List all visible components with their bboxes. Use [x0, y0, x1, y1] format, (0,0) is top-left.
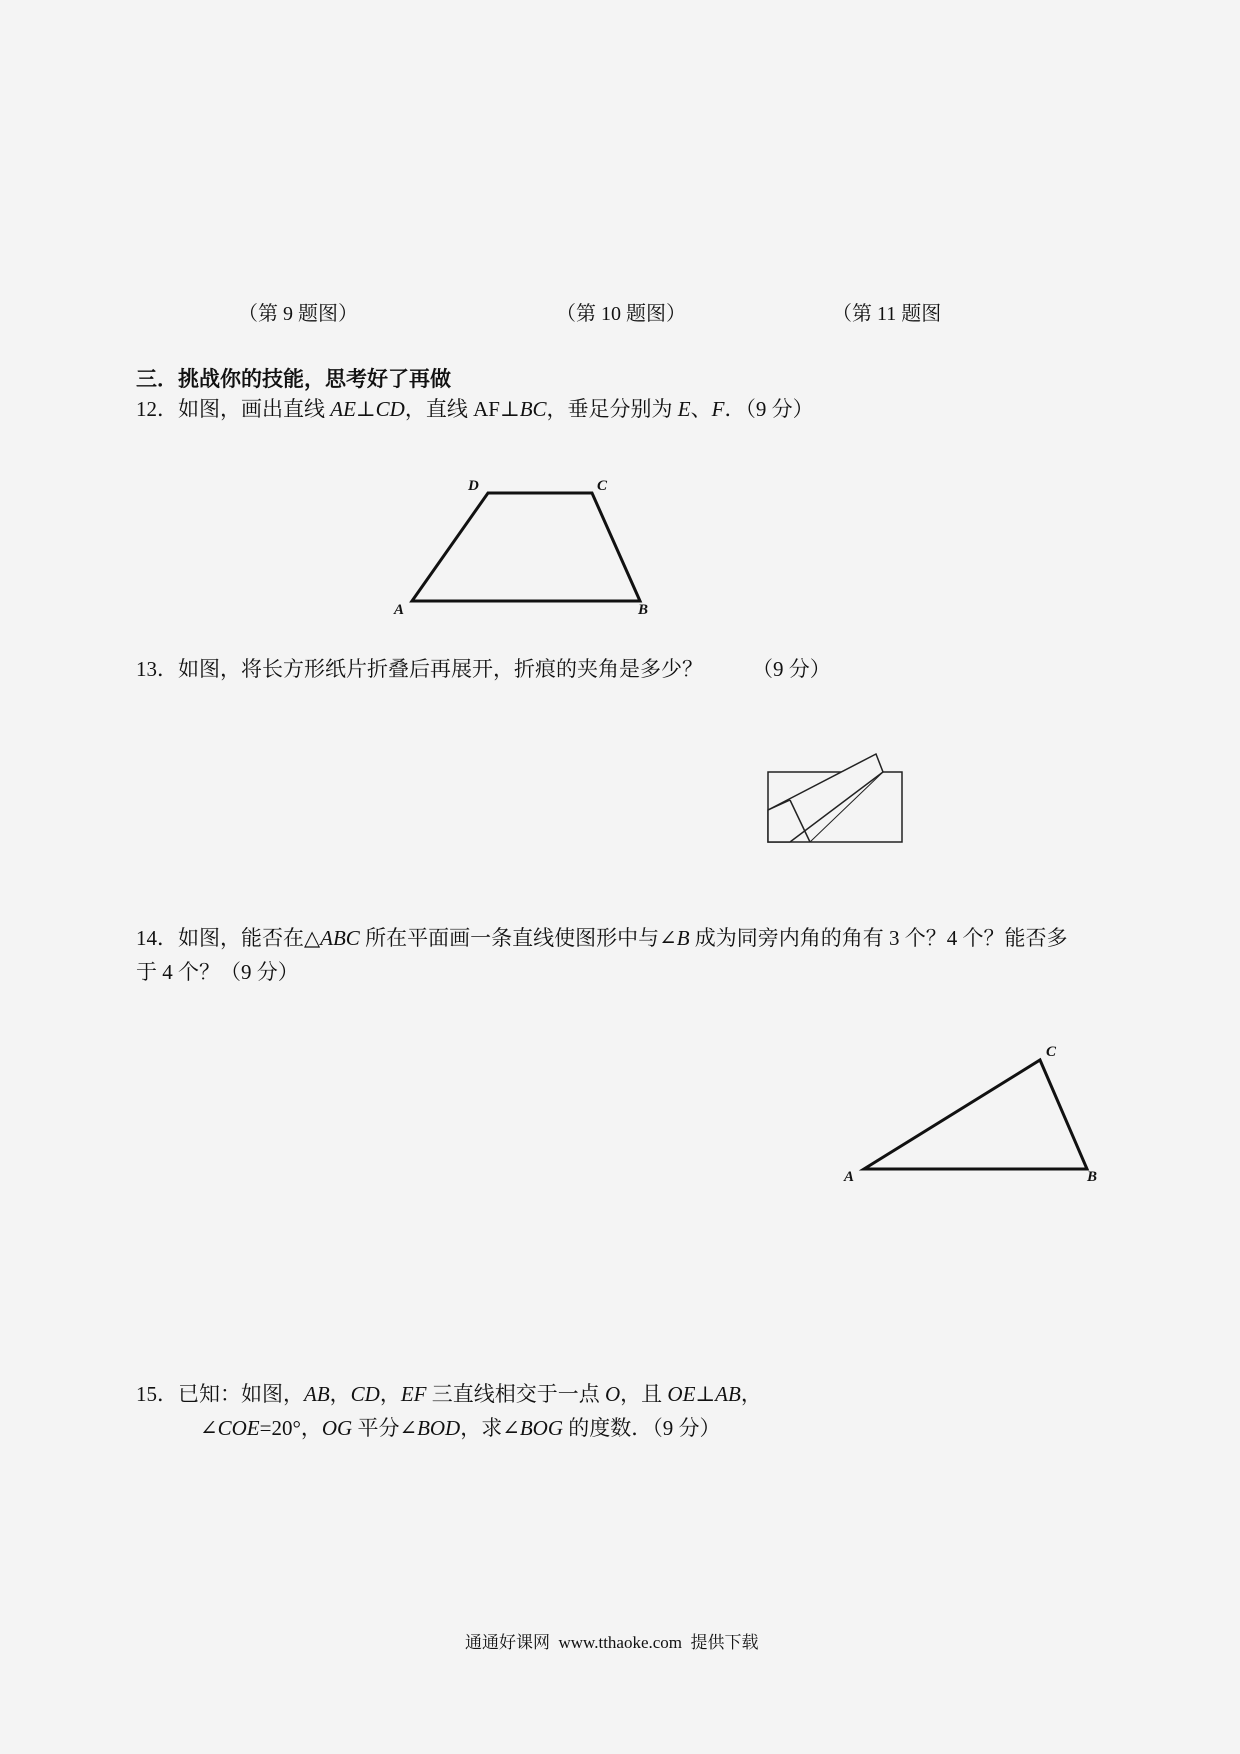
footer-url[interactable]: www.tthaoke.com [558, 1633, 683, 1652]
section-heading: 三．挑战你的技能，思考好了再做 [136, 367, 451, 391]
q12-text-2: ⊥ [355, 397, 376, 421]
footer-provide: 提供下载 [690, 1633, 759, 1652]
triangle-label-a: A [844, 1169, 855, 1185]
fold-crease-1 [790, 800, 810, 842]
q12-math-4: E [677, 397, 691, 421]
footer-site: 通通好课网 [465, 1633, 550, 1652]
question-14-line-2: 于 4 个？（9 分） [136, 960, 299, 984]
q15-math-5: OE [667, 1382, 696, 1406]
q13-text: 如图，将长方形纸片折叠后再展开，折痕的夹角是多少？ [178, 657, 703, 681]
caption-fig9: （第 9 题图） [238, 303, 358, 325]
question-12 [136, 395, 814, 423]
q12-text-4: ，垂足分别为 [546, 397, 678, 421]
q14-math-1: ABC [320, 926, 360, 950]
trapezoid-shape [412, 493, 640, 601]
question-13 [136, 655, 703, 683]
q15-text-3: ， [379, 1382, 401, 1406]
trapezoid-label-d: D [468, 478, 479, 494]
q12-text-5: 、 [690, 397, 712, 421]
q15-math-6: AB [715, 1382, 741, 1406]
fold-crease-3 [810, 772, 883, 842]
trapezoid-label-b: B [638, 602, 649, 618]
q13-score: （9 分） [752, 657, 831, 681]
caption-fig11: （第 11 题图 [832, 303, 942, 325]
question-15 [136, 1380, 762, 1408]
q12-text-1: 如图，画出直线 [178, 397, 331, 421]
q15-math-1: AB [304, 1382, 330, 1406]
q15-l2-math-2: OG [321, 1416, 353, 1440]
q12-math-5: F [711, 397, 725, 421]
q12-math-2: CD [375, 397, 405, 421]
q15-text-4: 三直线相交于一点 [426, 1382, 605, 1406]
q15-l2-math-4: BOG [519, 1416, 564, 1440]
page-footer [465, 1628, 759, 1653]
folded-flap [768, 754, 883, 842]
q15-math-3: EF [400, 1382, 427, 1406]
q14-math-2: B [676, 926, 690, 950]
q15-l2-math-1: COE [217, 1416, 260, 1440]
triangle-shape [864, 1060, 1087, 1169]
q15-math-4: O [605, 1382, 621, 1406]
q12-text-3: ，直线 AF⊥ [404, 397, 520, 421]
q15-number: 15． [136, 1382, 178, 1406]
q15-text-7: ， [740, 1382, 762, 1406]
paper-rectangle [768, 772, 902, 842]
q14-number: 14． [136, 926, 178, 950]
q15-text-6: ⊥ [695, 1382, 716, 1406]
q14-text-2: 所在平面画一条直线使图形中与∠ [359, 926, 677, 950]
trapezoid-label-c: C [597, 478, 608, 494]
q13-number: 13． [136, 657, 178, 681]
q12-math-1: AE [330, 397, 356, 421]
triangle-label-c: C [1046, 1044, 1057, 1060]
q15-text-2: ， [329, 1382, 351, 1406]
question-15-line-2 [200, 1414, 721, 1442]
q14-text-1: 如图，能否在△ [178, 926, 321, 950]
q12-math-3: BC [519, 397, 547, 421]
q15-l2-text-2: =20°， [259, 1416, 322, 1440]
caption-fig10: （第 10 题图） [556, 303, 686, 325]
q15-text-5: ，且 [620, 1382, 668, 1406]
q15-l2-text-5: 的度数．（9 分） [563, 1416, 721, 1440]
q12-number: 12． [136, 397, 178, 421]
q12-text-6: ．（9 分） [724, 397, 814, 421]
q15-l2-text-1: ∠ [200, 1416, 218, 1440]
q14-text-3: 成为同旁内角的角有 3 个？4 个？能否多 [689, 926, 1068, 950]
triangle-label-b: B [1087, 1169, 1098, 1185]
q15-math-2: CD [350, 1382, 380, 1406]
q15-l2-math-3: BOD [417, 1416, 461, 1440]
q15-l2-text-4: ，求∠ [460, 1416, 520, 1440]
question-14 [136, 924, 1068, 952]
fold-crease-2 [768, 800, 790, 810]
q15-text-1: 已知：如图， [178, 1382, 304, 1406]
q15-l2-text-3: 平分∠ [352, 1416, 418, 1440]
trapezoid-label-a: A [394, 602, 405, 618]
